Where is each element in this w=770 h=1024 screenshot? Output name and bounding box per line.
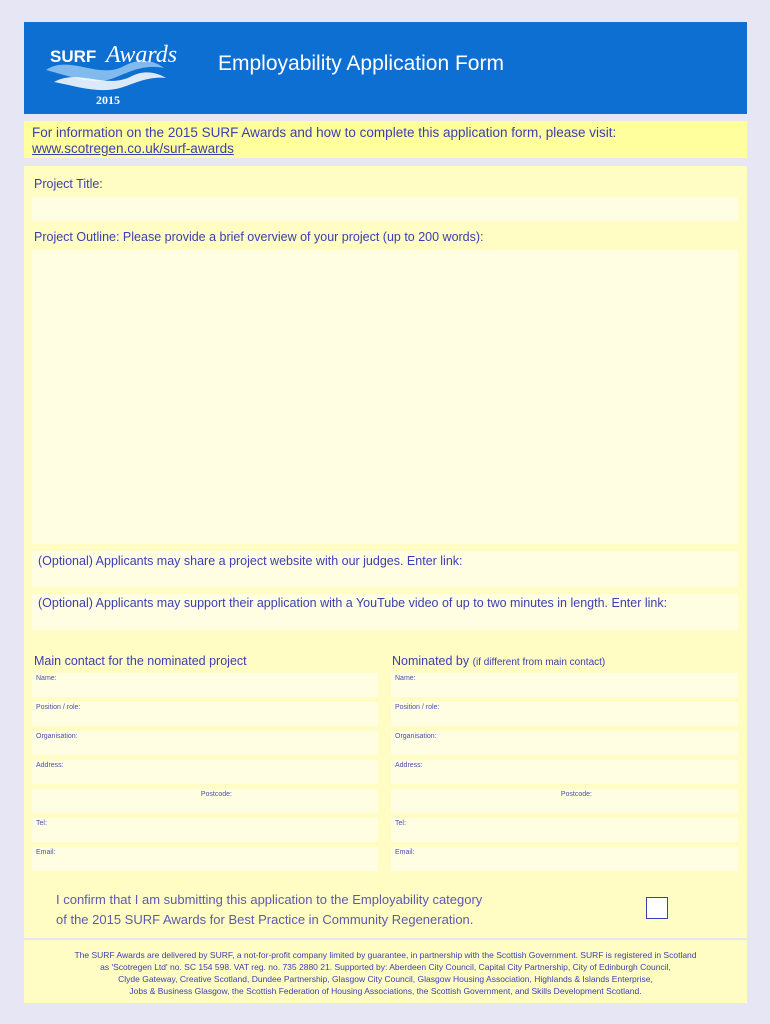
confirm-line-1: I confirm that I am submitting this application to the Employability category — [56, 892, 483, 907]
footer-line-3: Clyde Gateway, Creative Scotland, Dundee Partnership, Glasgow City Council, Glasgow Housing Association, Highlands & Islands Enterprise, — [118, 974, 653, 984]
nominator-postcode-field[interactable] — [391, 789, 738, 813]
info-text: For information on the 2015 SURF Awards and how to complete this application form, please visit: — [32, 125, 617, 140]
confirm-statement — [56, 890, 482, 930]
nominator-organisation-label: Organisation: — [395, 733, 437, 740]
nominator-name-label: Name: — [395, 675, 416, 682]
main-name-field[interactable] — [32, 673, 378, 697]
main-postcode-label: Postcode: — [200, 791, 232, 798]
youtube-link-label: (Optional) Applicants may support their application with a YouTube video of up to two minutes in length. Enter link: — [38, 596, 668, 610]
surf-awards-link[interactable]: www.scotregen.co.uk/surf-awards — [32, 141, 234, 156]
main-tel-label: Tel: — [36, 820, 47, 827]
project-title-label: Project Title: — [34, 177, 103, 191]
wave-logo-icon — [24, 24, 184, 112]
nominator-position-field[interactable] — [391, 702, 738, 726]
main-email-field[interactable] — [32, 847, 378, 871]
confirm-line-2: of the 2015 SURF Awards for Best Practice in Community Regeneration. — [56, 912, 474, 927]
info-banner — [24, 121, 747, 158]
nominated-by-heading — [392, 654, 605, 668]
nominator-email-field[interactable] — [391, 847, 738, 871]
nominator-email-label: Email: — [395, 849, 415, 856]
nominator-position-label: Position / role: — [395, 704, 440, 711]
main-organisation-field[interactable] — [32, 731, 378, 755]
nominator-postcode-label: Postcode: — [560, 791, 592, 798]
form-title: Employability Application Form — [218, 52, 504, 75]
nominated-by-note: (if different from main contact) — [472, 657, 606, 668]
footer-line-4: Jobs & Business Glasgow, the Scottish Federation of Housing Associations, the Scottish Government, and Skills Development Scotland. — [129, 986, 642, 996]
footer — [24, 940, 747, 1003]
nominator-address-field[interactable] — [391, 760, 738, 784]
project-outline-field[interactable] — [32, 250, 738, 544]
main-position-field[interactable] — [32, 702, 378, 726]
main-postcode-field[interactable] — [32, 789, 378, 813]
project-outline-label: Project Outline: Please provide a brief overview of your project (up to 200 words): — [34, 230, 484, 244]
footer-line-1: The SURF Awards are delivered by SURF, a not-for-profit company limited by guarantee, in partnership with the Scottish Government. SURF is registered in Scotland — [74, 950, 697, 960]
nominated-by-title: Nominated by — [392, 654, 470, 668]
svg-text:SURF: SURF — [50, 47, 97, 66]
main-tel-field[interactable] — [32, 818, 378, 842]
main-contact-heading: Main contact for the nominated project — [34, 654, 247, 668]
nominator-organisation-field[interactable] — [391, 731, 738, 755]
nominator-tel-label: Tel: — [395, 820, 406, 827]
project-title-field[interactable] — [32, 197, 738, 221]
website-link-label: (Optional) Applicants may share a project website with our judges. Enter link: — [38, 554, 463, 568]
nominator-address-label: Address: — [395, 762, 423, 769]
nominator-tel-field[interactable] — [391, 818, 738, 842]
svg-text:Awards: Awards — [106, 42, 178, 68]
main-address-label: Address: — [36, 762, 64, 769]
project-outline-textarea[interactable] — [32, 250, 738, 544]
svg-text:2015: 2015 — [96, 93, 120, 107]
surf-awards-logo — [24, 24, 184, 112]
main-position-label: Position / role: — [36, 704, 81, 711]
main-organisation-label: Organisation: — [36, 733, 78, 740]
footer-line-2: as 'Scotregen Ltd' no. SC 154 598. VAT reg. no. 735 2880 21. Supported by: Aberdeen City Council, Capital City Partnership, City of Edinburgh Council, — [100, 962, 671, 972]
main-address-field[interactable] — [32, 760, 378, 784]
nominator-name-field[interactable] — [391, 673, 738, 697]
confirm-checkbox[interactable] — [646, 897, 668, 919]
main-name-label: Name: — [36, 675, 57, 682]
main-email-label: Email: — [36, 849, 56, 856]
project-title-input[interactable] — [32, 197, 738, 221]
